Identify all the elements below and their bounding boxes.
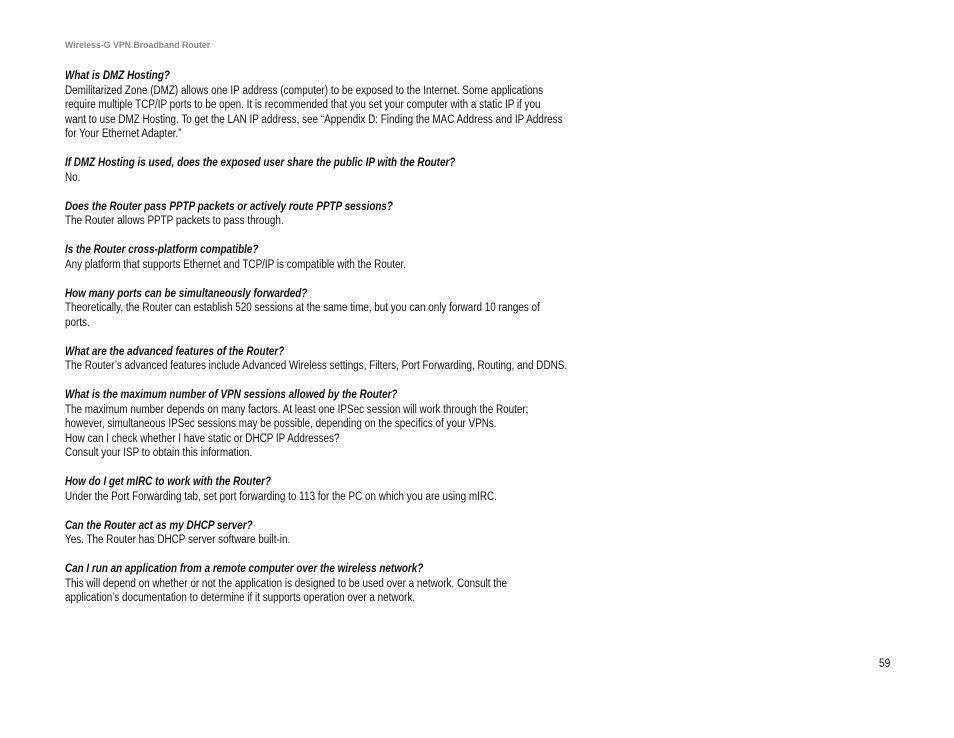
faq-question: Does the Router pass PPTP packets or actively route PPTP sessions? (65, 200, 393, 213)
faq-question: What is DMZ Hosting? (65, 70, 170, 82)
faq-answer-line: however, simultaneous IPSec sessions may be possible, depending on the specifics of your VPNs. (65, 418, 497, 430)
faq-answer-line: ports. (65, 316, 90, 329)
faq-answer-line: No. (65, 171, 81, 184)
faq-item (65, 345, 625, 374)
faq-answer-line: Under the Port Forwarding tab, set port forwarding to 113 for the PC on which you are using mIRC. (65, 490, 497, 503)
faq-answer-line: require multiple TCP/IP ports to be open. It is recommended that you set your computer with a static IP if you (65, 99, 541, 111)
faq-answer-line: for Your Ethernet Adapter.” (65, 128, 182, 140)
page-header: Wireless-G VPN Broadband Router (65, 40, 211, 51)
faq-answer-line: How can I check whether I have static or DHCP IP Addresses? (65, 432, 340, 445)
faq-question: If DMZ Hosting is used, does the exposed user share the public IP with the Router? (65, 157, 456, 169)
faq-item (65, 562, 625, 606)
faq-item (65, 519, 625, 548)
faq-question: What is the maximum number of VPN sessions allowed by the Router? (65, 389, 398, 401)
faq-item (65, 200, 625, 229)
faq-item (65, 388, 625, 461)
faq-question: How many ports can be simultaneously forwarded? (65, 287, 308, 300)
faq-question: Is the Router cross-platform compatible? (65, 244, 259, 256)
faq-answer-line: Demilitarized Zone (DMZ) allows one IP address (computer) to be exposed to the Internet. Some applications (65, 84, 544, 97)
faq-item (65, 287, 625, 331)
faq-item (65, 475, 625, 504)
faq-answer-line: Consult your ISP to obtain this information. (65, 447, 253, 459)
faq-answer-line: Yes. The Router has DHCP server software built-in. (65, 534, 291, 546)
faq-question: How do I get mIRC to work with the Router? (65, 476, 272, 488)
page-number: 59 (879, 658, 891, 670)
faq-answer-line: The maximum number depends on many factors. At least one IPSec session will work through the Router; (65, 403, 529, 416)
faq-question: Can the Router act as my DHCP server? (65, 519, 253, 532)
faq-item (65, 69, 625, 142)
faq-answer-line: The Router allows PPTP packets to pass through. (65, 215, 284, 227)
faq-answer-line: application’s documentation to determine if it supports operation over a network. (65, 592, 416, 604)
faq-list (65, 69, 625, 620)
faq-answer-line: want to use DMZ Hosting. To get the LAN IP address, see “Appendix D: Finding the MAC Address and IP Address (65, 113, 563, 126)
faq-question: Can I run an application from a remote computer over the wireless network? (65, 563, 424, 575)
faq-answer-line: The Router’s advanced features include Advanced Wireless settings, Filters, Port Forwarding, Routing, and DDNS. (65, 360, 568, 372)
faq-answer-line: This will depend on whether or not the application is designed to be used over a network. Consult the (65, 577, 508, 590)
faq-answer-line: Theoretically, the Router can establish 520 sessions at the same time, but you can only forward 10 ranges of (65, 302, 540, 314)
faq-item (65, 156, 625, 185)
faq-item (65, 243, 625, 272)
faq-question: What are the advanced features of the Router? (65, 345, 285, 358)
faq-answer-line: Any platform that supports Ethernet and TCP/IP is compatible with the Router. (65, 258, 407, 271)
